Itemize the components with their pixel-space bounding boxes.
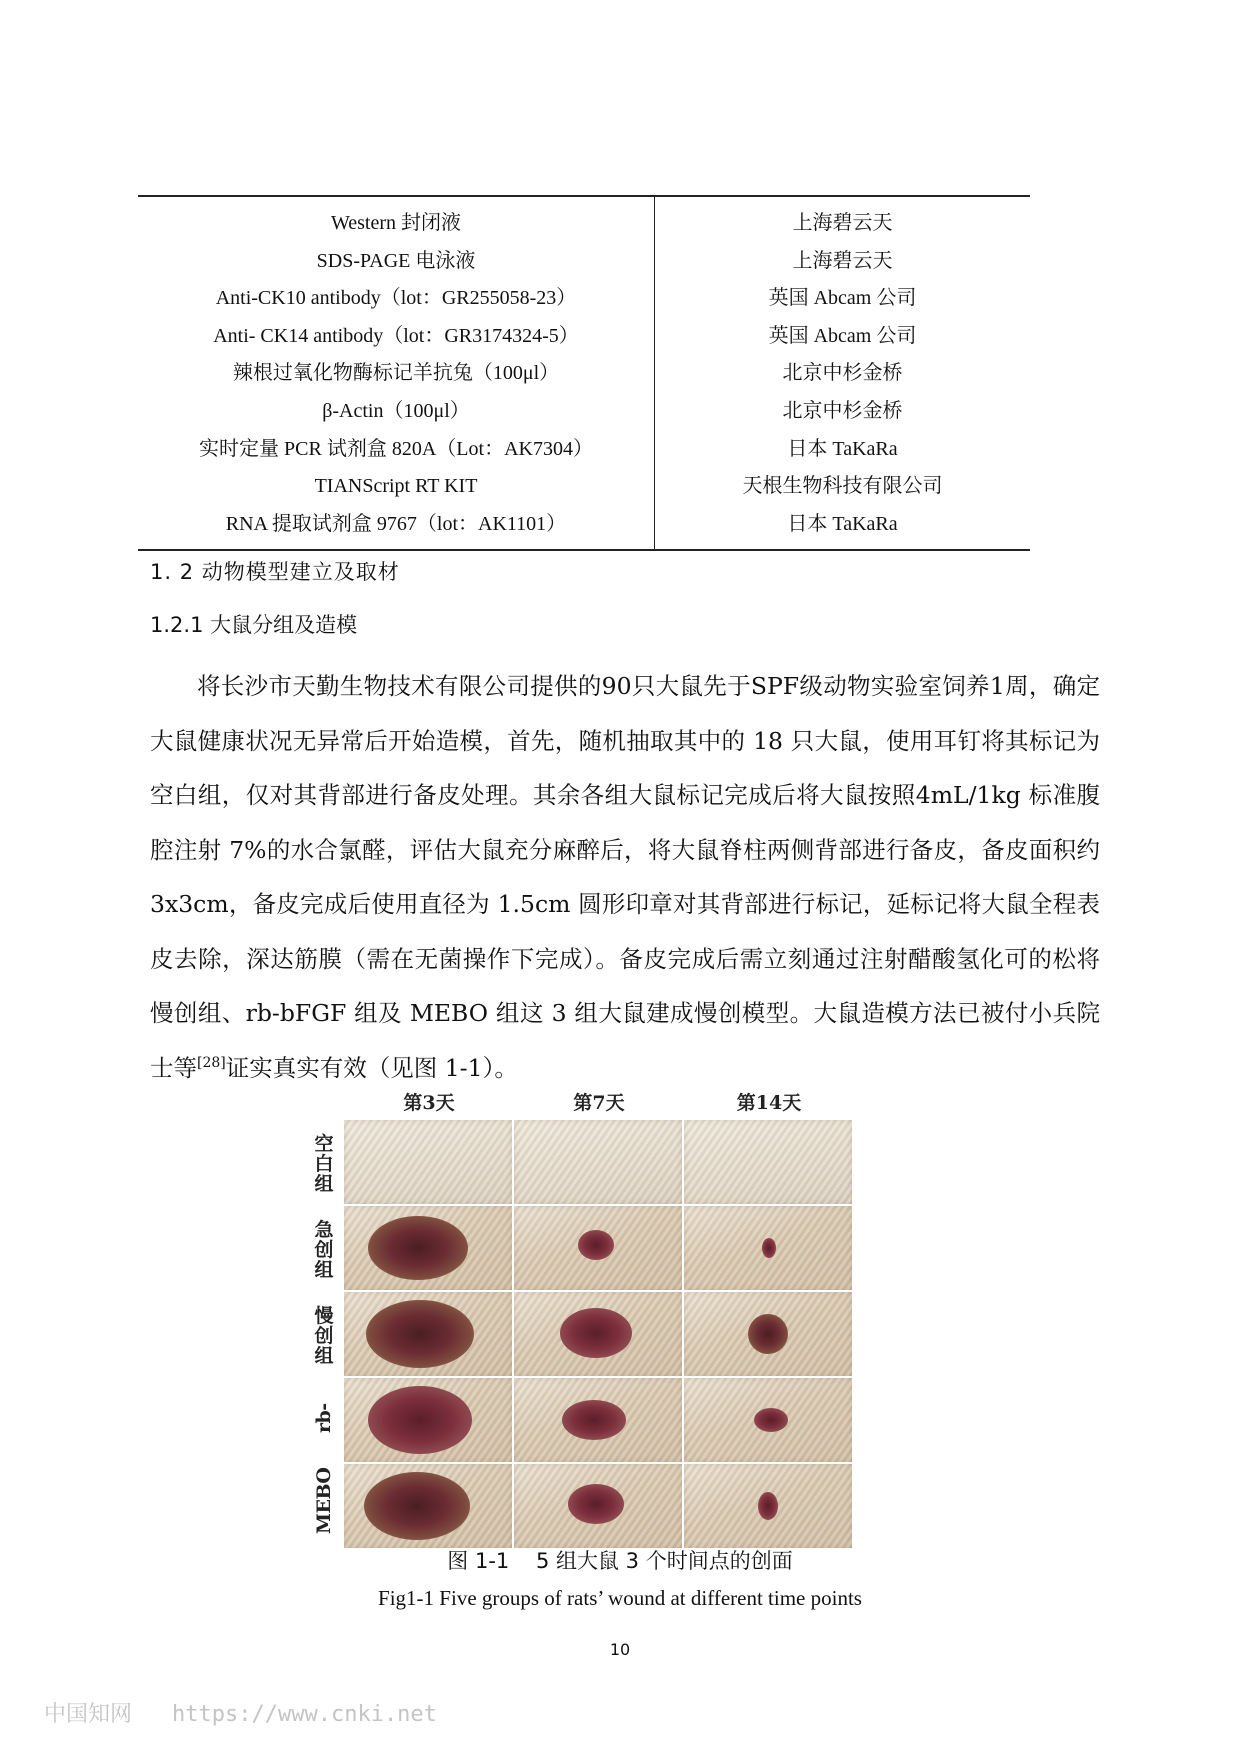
wound-photo: [344, 1292, 512, 1376]
page-number: 10: [609, 1640, 631, 1659]
watermark-url: https://www.cnki.net: [172, 1702, 437, 1727]
table-row: [138, 196, 1030, 243]
watermark-brand: 中国知网: [44, 1702, 133, 1727]
figure-caption-cn: 图 1-1 5 组大鼠 3 个时间点的创面: [447, 1549, 793, 1573]
table-row: [138, 468, 1030, 506]
wound-photo: [514, 1292, 682, 1376]
reagent-table: [138, 195, 1030, 551]
subsection-heading: 1.2.1 大鼠分组及造模: [150, 613, 358, 637]
wound-photo: [684, 1378, 852, 1462]
table-row: [138, 393, 1030, 431]
wound-photo: [514, 1120, 682, 1204]
reagent-name: 辣根过氧化物酶标记羊抗兔（100μl）: [138, 355, 655, 393]
wound-photo: [684, 1120, 852, 1204]
wound-photo: [684, 1292, 852, 1376]
reagent-supplier: 北京中杉金桥: [782, 362, 903, 385]
table-row: [138, 431, 1030, 469]
reagent-name: β-Actin（100μl）: [138, 393, 655, 431]
figure-caption-en: Fig1-1 Five groups of rats’ wound at different time points: [378, 1586, 862, 1610]
wound-photo: [344, 1378, 512, 1462]
paragraph-text-end: 证实真实有效（见图 1-1）。: [225, 1053, 518, 1082]
wound-photo: [344, 1464, 512, 1548]
column-label-day7: 第7天: [573, 1092, 625, 1114]
wound-photo: [514, 1464, 682, 1548]
wound-photo: [684, 1464, 852, 1548]
wound-photo: [684, 1206, 852, 1290]
reagent-name: Western 封闭液: [138, 196, 655, 243]
reagent-name: RNA 提取试剂盒 9767（lot：AK1101）: [138, 506, 655, 551]
row-label-rbbfgf-group: rb-: [313, 1403, 335, 1433]
body-paragraph: [150, 659, 1100, 1095]
table-row: [138, 243, 1030, 281]
row-label-acute-group: [306, 1220, 342, 1280]
reagent-name: 实时定量 PCR 试剂盒 820A（Lot：AK7304）: [138, 431, 655, 469]
row-label-text: 慢创组: [314, 1305, 334, 1367]
reagent-supplier: 日本 TaKaRa: [787, 437, 898, 460]
column-label-day14: 第14天: [736, 1092, 802, 1114]
reagent-supplier: 北京中杉金桥: [782, 399, 903, 422]
wound-photo: [514, 1378, 682, 1462]
reagent-supplier: 上海碧云天: [655, 196, 1031, 243]
reagent-supplier: 英国 Abcam 公司: [768, 324, 917, 347]
wound-photo: [514, 1206, 682, 1290]
reagent-name: SDS-PAGE 电泳液: [138, 243, 655, 281]
reagent-supplier: 天根生物科技有限公司: [742, 475, 943, 498]
column-label-day3: 第3天: [403, 1092, 455, 1114]
table-row: [138, 355, 1030, 393]
reagent-supplier: 上海碧云天: [792, 249, 893, 272]
reagent-supplier: 日本 TaKaRa: [655, 506, 1031, 551]
table-row: [138, 506, 1030, 551]
citation-reference[interactable]: [28]: [197, 1054, 226, 1071]
paragraph-text: 将长沙市天勤生物技术有限公司提供的90只大鼠先于SPF级动物实验室饲养1周，确定大鼠健康状况无异常后开始造模，首先，随机抽取其中的 18 只大鼠，使用耳钉将其标记为空白组，仅对其背部进行备皮处理。其余各组大鼠标记完成后将大鼠按照4mL/1kg 标准腹腔注射 7%的水合氯醛，评估大鼠充分麻醉后，将大鼠脊柱两侧背部进行备皮，备皮面积约 3x3cm，备皮完成后使用直径为 1.5cm 圆形印章对其背部进行标记，延标记将大鼠全程表皮去除，深达筋膜（需在无菌操作下完成）。备皮完成后需立刻通过注射醋酸氢化可的松将慢创组、rb-bFGF 组及 MEBO 组这 3 组大鼠建成慢创模型。大鼠造模方法已被付小兵院士等: [150, 672, 1100, 1082]
table-row: [138, 318, 1030, 356]
reagent-name: Anti-CK10 antibody（lot：GR255058-23）: [138, 280, 655, 318]
row-label-blank-group: [306, 1134, 342, 1194]
row-label-chronic-group: [306, 1306, 342, 1366]
reagent-supplier: 英国 Abcam 公司: [768, 287, 917, 310]
reagent-name: TIANScript RT KIT: [138, 468, 655, 506]
wound-photo-figure: [306, 1088, 902, 1535]
wound-photo: [344, 1120, 512, 1204]
table-row: [138, 280, 1030, 318]
section-heading: 1. 2 动物模型建立及取材: [150, 560, 400, 584]
row-label-text: 急创组: [314, 1219, 334, 1281]
wound-photo: [344, 1206, 512, 1290]
reagent-name: Anti- CK14 antibody（lot：GR3174324-5）: [138, 318, 655, 356]
row-label-text: 空白组: [314, 1133, 334, 1195]
cnki-watermark: [44, 1697, 437, 1728]
row-label-mebo-group: MEBO: [313, 1467, 335, 1535]
